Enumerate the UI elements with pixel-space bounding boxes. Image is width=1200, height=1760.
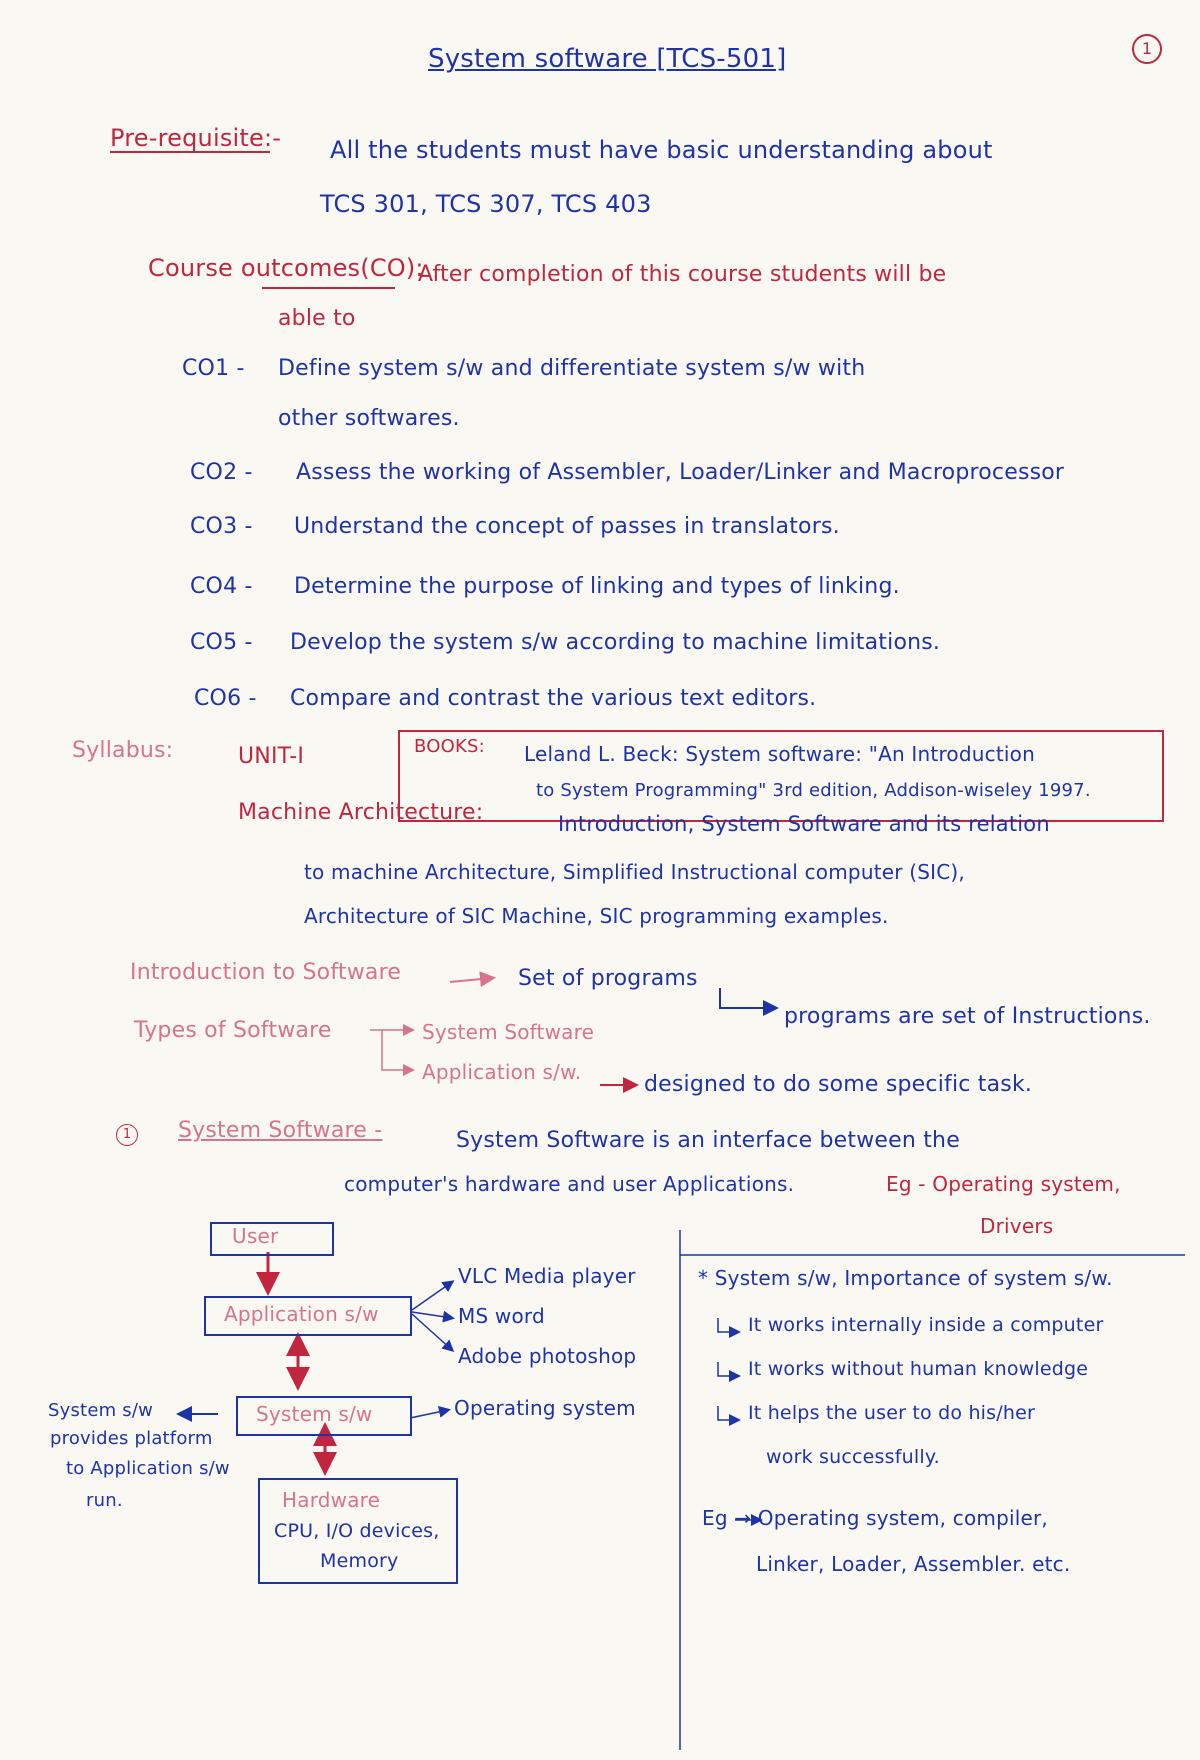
unit-label: UNIT-I [238, 744, 305, 769]
types-item2: Application s/w. [422, 1060, 582, 1084]
co-code: CO1 - [182, 356, 245, 381]
machine-architecture-label: Machine Architecture: [238, 800, 484, 825]
system-software-line2: computer's hardware and user Applications. [344, 1172, 795, 1196]
user-label: User [232, 1224, 279, 1248]
types-label: Types of Software [134, 1018, 332, 1043]
co-text: Develop the system s/w according to machine limitations. [290, 630, 941, 655]
books-label: BOOKS: [414, 736, 485, 757]
page-number-badge: 1 [1132, 34, 1162, 64]
co-text-cont: other softwares. [278, 406, 460, 431]
intro-sub: programs are set of Instructions. [784, 1004, 1151, 1029]
syllabus-label: Syllabus: [72, 738, 174, 763]
intro-arrow-text: Set of programs [518, 966, 698, 991]
intro-label: Introduction to Software [130, 960, 402, 985]
prerequisite-line2: TCS 301, TCS 307, TCS 403 [320, 190, 652, 218]
hardware-title: Hardware [282, 1488, 381, 1512]
course-outcomes-intro2: able to [278, 306, 356, 331]
importance-eg-line1: Eg → Operating system, compiler, [702, 1506, 1048, 1530]
item-number-badge: 1 [116, 1124, 138, 1146]
system-sw-example: Operating system [454, 1396, 636, 1420]
co-code: CO3 - [190, 514, 253, 539]
importance-item: work successfully. [766, 1446, 940, 1468]
importance-item: It works internally inside a computer [748, 1314, 1104, 1336]
system-software-eg2: Drivers [980, 1214, 1054, 1238]
system-software-eg: Eg - Operating system, [886, 1172, 1121, 1196]
co-code: CO6 - [194, 686, 257, 711]
platform-note-line3: to Application s/w [66, 1458, 230, 1479]
importance-title: * System s/w, Importance of system s/w. [698, 1266, 1113, 1290]
importance-eg-line2: Linker, Loader, Assembler. etc. [756, 1552, 1071, 1576]
co-code: CO5 - [190, 630, 253, 655]
hardware-line3: Memory [320, 1550, 399, 1572]
co-text: Determine the purpose of linking and types of linking. [294, 574, 900, 599]
co-code: CO4 - [190, 574, 253, 599]
co-text: Define system s/w and differentiate system s/w with [278, 356, 866, 381]
books-line1: Leland L. Beck: System software: "An Introduction [524, 742, 1035, 766]
types-item1: System Software [422, 1020, 595, 1044]
prerequisite-label: Pre-requisite:- [110, 124, 282, 152]
importance-item: It helps the user to do his/her [748, 1402, 1036, 1424]
platform-note-line4: run. [86, 1490, 123, 1511]
machine-architecture-line2: to machine Architecture, Simplified Instructional computer (SIC), [304, 860, 965, 884]
hardware-line2: CPU, I/O devices, [274, 1520, 440, 1542]
importance-item: It works without human knowledge [748, 1358, 1089, 1380]
app-example: VLC Media player [458, 1264, 636, 1288]
system-sw-label: System s/w [256, 1402, 373, 1426]
prerequisite-line1: All the students must have basic understanding about [330, 136, 993, 164]
machine-architecture-line3: Architecture of SIC Machine, SIC programming examples. [304, 904, 889, 928]
page-title: System software [TCS-501] [428, 44, 787, 74]
system-software-line1: System Software is an interface between the [456, 1128, 960, 1153]
co-code: CO2 - [190, 460, 253, 485]
application-label: Application s/w [224, 1302, 379, 1326]
app-example: Adobe photoshop [458, 1344, 637, 1368]
system-software-label: System Software - [178, 1118, 383, 1143]
co-text: Compare and contrast the various text editors. [290, 686, 817, 711]
books-line2: to System Programming" 3rd edition, Addison-wiseley 1997. [536, 780, 1091, 801]
co-text: Understand the concept of passes in translators. [294, 514, 840, 539]
course-outcomes-intro1: After completion of this course students will be [418, 262, 947, 287]
types-item2-desc: designed to do some specific task. [644, 1072, 1033, 1097]
platform-note-line2: provides platform [50, 1428, 213, 1449]
app-example: MS word [458, 1304, 545, 1328]
course-outcomes-label: Course outcomes(CO): [148, 254, 424, 282]
co-text: Assess the working of Assembler, Loader/Linker and Macroprocessor [296, 460, 1065, 485]
platform-note-line1: System s/w [48, 1400, 154, 1421]
machine-architecture-line1: Introduction, System Software and its relation [558, 812, 1050, 836]
